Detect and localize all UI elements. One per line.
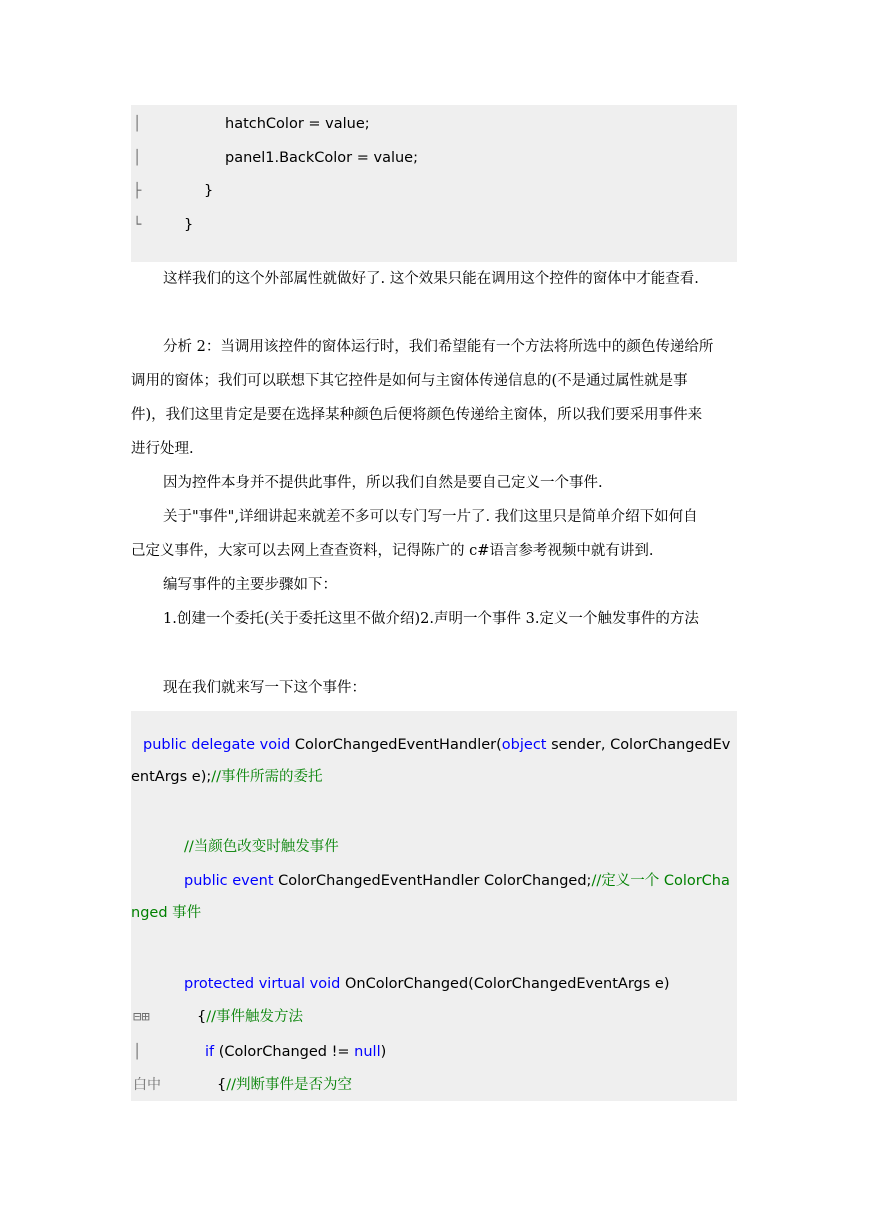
tree-branch-icon: ├ xyxy=(133,183,142,199)
tree-line-icon: │ xyxy=(133,1044,142,1060)
tree-line-icon: │ xyxy=(133,150,142,166)
paragraph-no-event: 因为控件本身并不提供此事件，所以我们自然是要自己定义一个事件. xyxy=(163,475,603,491)
keyword: protected virtual void xyxy=(184,976,341,992)
code-line xyxy=(131,141,737,175)
code-comment: //事件触发方法 xyxy=(206,1009,304,1025)
keyword: if xyxy=(205,1044,215,1060)
code-text: sender, ColorChangedEv xyxy=(546,737,731,753)
code-line-event xyxy=(131,864,737,898)
code-line xyxy=(131,208,737,242)
code-text: { xyxy=(197,1009,207,1025)
code-text: ColorChangedEventHandler ColorChanged; xyxy=(273,873,592,889)
code-line-event-cont xyxy=(131,896,737,930)
collapse-expand-icon[interactable]: ⊟⊞ xyxy=(133,1009,150,1025)
code-block-2 xyxy=(131,711,737,1101)
keyword: public event xyxy=(184,873,274,889)
code-line xyxy=(131,174,737,208)
paragraph-write-event: 现在我们就来写一下这个事件： xyxy=(163,680,366,696)
code-block-1 xyxy=(131,105,737,262)
code-comment: //判断事件是否为空 xyxy=(226,1077,353,1093)
code-text: { xyxy=(217,1077,227,1093)
paragraph-property-done: 这样我们的这个外部属性就做好了. 这个效果只能在调用这个控件的窗体中才能查看. xyxy=(163,271,699,287)
keyword: public delegate void xyxy=(143,737,291,753)
code-line-delegate xyxy=(131,728,737,762)
tree-line-icon: │ xyxy=(133,116,142,132)
code-text: entArgs e); xyxy=(131,769,212,785)
code-comment: //定义一个 ColorCha xyxy=(591,873,730,889)
paragraph-about-events-line-1: 关于"事件",详细讲起来就差不多可以专门写一片了. 我们这里只是简单介绍下如何自 xyxy=(163,509,698,525)
code-line-method xyxy=(131,967,737,1001)
code-text: } xyxy=(184,217,194,233)
code-line xyxy=(131,107,737,141)
code-text: hatchColor = value; xyxy=(225,116,370,132)
code-text: OnColorChanged(ColorChangedEventArgs e) xyxy=(340,976,670,992)
paragraph-analysis-2-line-1: 分析 2：当调用该控件的窗体运行时，我们希望能有一个方法将所选中的颜色传递给所 xyxy=(163,339,714,355)
code-text: ColorChangedEventHandler( xyxy=(290,737,502,753)
paragraph-about-events-line-2: 己定义事件，大家可以去网上查查资料，记得陈广的 c#语言参考视频中就有讲到. xyxy=(131,543,654,559)
collapse-expand-icon[interactable]: 白中 xyxy=(133,1077,161,1093)
paragraph-analysis-2-line-2: 调用的窗体；我们可以联想下其它控件是如何与主窗体传递信息的(不是通过属性就是事 xyxy=(131,373,688,389)
tree-end-icon: └ xyxy=(133,217,142,233)
code-text: } xyxy=(204,183,214,199)
code-comment: nged 事件 xyxy=(131,905,202,921)
code-text: (ColorChanged != xyxy=(214,1044,355,1060)
paragraph-steps-list: 1.创建一个委托(关于委托这里不做介绍)2.声明一个事件 3.定义一个触发事件的方法 xyxy=(163,611,699,627)
keyword: object xyxy=(501,737,547,753)
keyword: null xyxy=(354,1044,381,1060)
code-comment: //当颜色改变时触发事件 xyxy=(184,839,339,855)
code-text: panel1.BackColor = value; xyxy=(225,150,418,166)
code-text: ) xyxy=(380,1044,387,1060)
code-line-delegate-cont xyxy=(131,760,737,794)
code-comment: //事件所需的委托 xyxy=(211,769,323,785)
paragraph-analysis-2-line-3: 件)，我们这里肯定是要在选择某种颜色后便将颜色传递给主窗体，所以我们要采用事件来 xyxy=(131,407,703,423)
code-line-if xyxy=(131,1035,737,1069)
code-line-comment xyxy=(131,830,737,864)
paragraph-analysis-2-line-4: 进行处理. xyxy=(131,441,194,457)
code-line-inner-brace xyxy=(131,1068,737,1102)
paragraph-steps-heading: 编写事件的主要步骤如下： xyxy=(163,577,337,593)
code-line-brace xyxy=(131,1000,737,1034)
